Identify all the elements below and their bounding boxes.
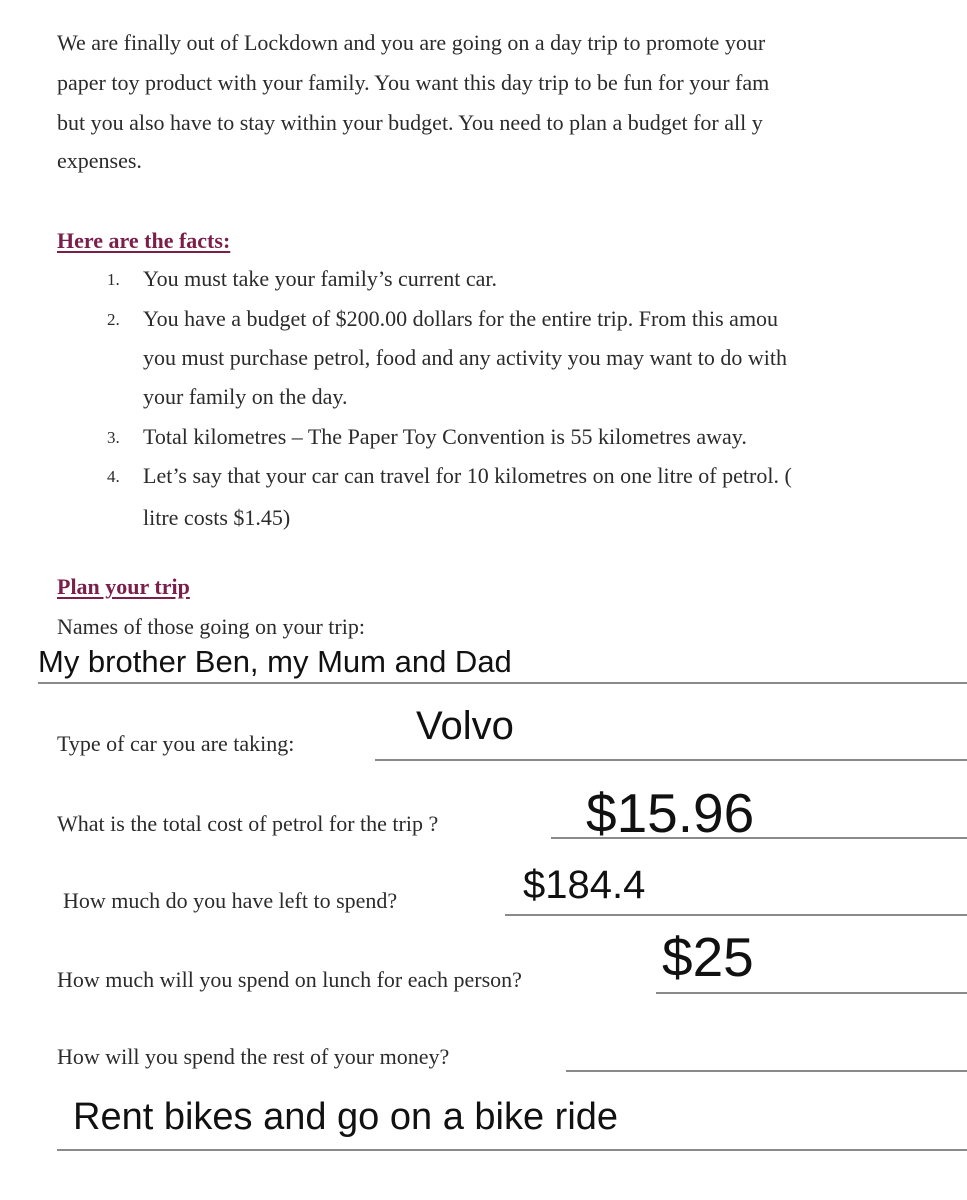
rest-question-underline	[566, 1070, 967, 1072]
fact-1-line-1: You must take your family’s current car.	[143, 266, 497, 291]
petrol-answer: $15.96	[586, 782, 755, 844]
fact-2-line-2: you must purchase petrol, food and any activity you may want to do with	[143, 345, 787, 370]
facts-heading: Here are the facts:	[57, 228, 231, 253]
fact-3-line-1: Total kilometres – The Paper Toy Convention is 55 kilometres away.	[143, 424, 747, 449]
fact-4-line-1: Let’s say that your car can travel for 10 kilometres on one litre of petrol. (	[143, 463, 792, 488]
names-question: Names of those going on your trip:	[57, 614, 365, 639]
plan-heading: Plan your trip	[57, 574, 190, 599]
petrol-underline	[551, 837, 967, 839]
names-answer: My brother Ben, my Mum and Dad	[38, 644, 512, 679]
lunch-question: How much will you spend on lunch for each person?	[57, 967, 522, 992]
car-underline	[375, 759, 967, 761]
intro-line-3: but you also have to stay within your budget. You need to plan a budget for all y	[57, 110, 763, 135]
left-answer: $184.4	[523, 863, 646, 907]
rest-underline	[57, 1149, 967, 1151]
fact-4-line-2: litre costs $1.45)	[143, 505, 291, 530]
fact-2-number: 2.	[107, 310, 120, 329]
left-question: How much do you have left to spend?	[63, 888, 398, 913]
car-question: Type of car you are taking:	[57, 731, 295, 756]
fact-2-line-1: You have a budget of $200.00 dollars for the entire trip. From this amou	[143, 306, 779, 331]
lunch-underline	[656, 992, 967, 994]
fact-3-number: 3.	[107, 428, 120, 447]
petrol-question: What is the total cost of petrol for the trip ?	[57, 811, 439, 836]
names-underline	[38, 682, 967, 684]
lunch-answer: $25	[662, 926, 754, 988]
rest-question: How will you spend the rest of your money?	[57, 1044, 450, 1069]
left-underline	[505, 914, 967, 916]
intro-line-2: paper toy product with your family. You want this day trip to be fun for your fam	[57, 70, 770, 95]
intro-line-1: We are finally out of Lockdown and you are going on a day trip to promote your	[57, 30, 766, 55]
car-answer: Volvo	[416, 704, 514, 748]
fact-4-number: 4.	[107, 467, 120, 486]
fact-1-number: 1.	[107, 270, 120, 289]
rest-answer: Rent bikes and go on a bike ride	[73, 1096, 619, 1138]
intro-line-4: expenses.	[57, 148, 142, 173]
fact-2-line-3: your family on the day.	[143, 384, 348, 409]
